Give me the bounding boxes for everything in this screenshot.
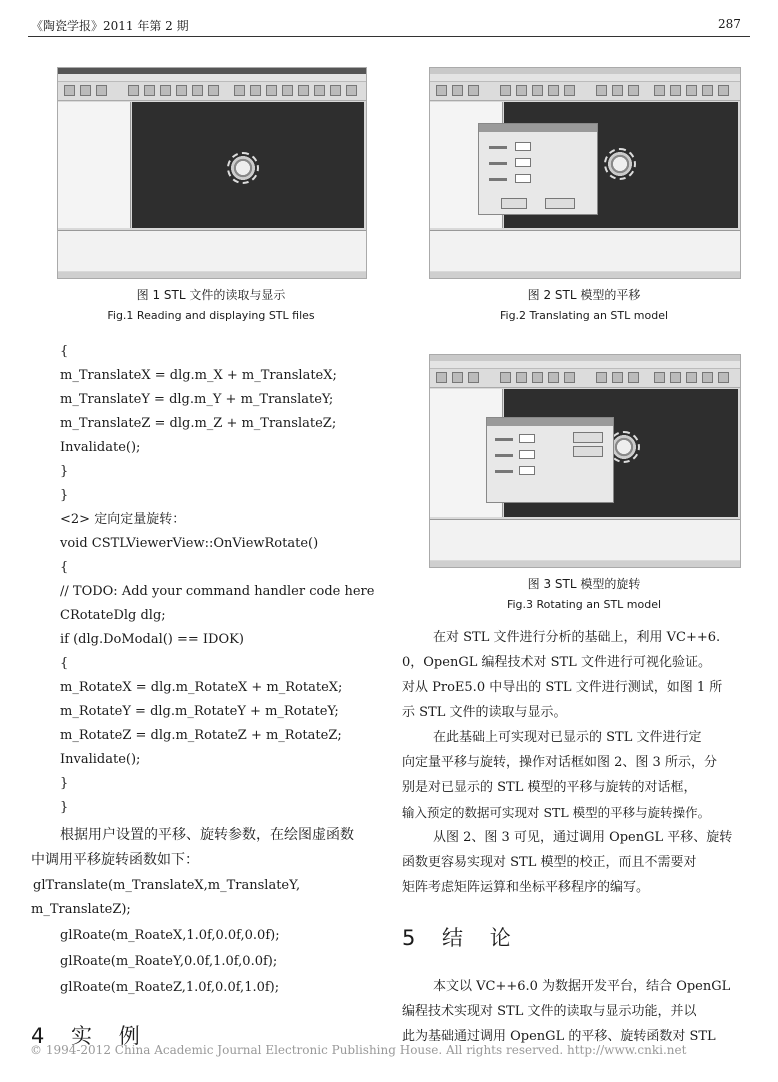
body-text: 输入预定的数据可实现对 STL 模型的平移与旋转操作。 (402, 805, 711, 820)
code-line: glRoate(m_RoateX,1.0f,0.0f,0.0f); (60, 928, 280, 943)
body-text: 对从 ProE5.0 中导出的 STL 文件进行测试，如图 1 所 (402, 680, 723, 695)
body-text: 0，OpenGL 编程技术对 STL 文件进行可视化验证。 (402, 655, 711, 670)
figure-1-caption-en: Fig.1 Reading and displaying STL files (107, 309, 315, 322)
code-line: { (60, 344, 69, 359)
code-line: glRoate(m_RoateY,0.0f,1.0f,0.0f); (60, 954, 278, 969)
running-header: 《陶瓷学报》2011 年第 2 期 (31, 19, 189, 33)
body-text: 函数更容易实现对 STL 模型的校正，而且不需要对 (402, 855, 697, 870)
body-text: 别是对已显示的 STL 模型的平移与旋转的对话框， (402, 780, 697, 795)
code-line: // TODO: Add your command handler code here (60, 584, 375, 599)
page-number: 287 (718, 17, 741, 31)
body-text: 根据用户设置的平移、旋转参数，在绘图虚函数 (60, 827, 354, 843)
body-text: 在对 STL 文件进行分析的基础上，利用 VC++6. (433, 630, 721, 645)
body-text: 从图 2、图 3 可见，通过调用 OpenGL 平移、旋转 (433, 830, 733, 845)
figure-2-screenshot (429, 67, 741, 279)
body-text: 本文以 VC++6.0 为数据开发平台，结合 OpenGL (433, 979, 731, 994)
code-line: } (60, 464, 69, 479)
code-line: m_TranslateZ); (31, 902, 131, 917)
code-line: Invalidate(); (60, 752, 141, 767)
code-line: CRotateDlg dlg; (60, 608, 166, 623)
body-text: 矩阵考虑矩阵运算和坐标平移程序的编写。 (402, 880, 650, 895)
code-line: <2> 定向定量旋转： (60, 512, 186, 527)
code-line: if (dlg.DoModal() == IDOK) (60, 632, 244, 647)
body-text: 此为基础通过调用 OpenGL 的平移、旋转函数对 STL (402, 1029, 716, 1044)
rotate-dialog (486, 417, 614, 503)
code-line: } (60, 800, 69, 815)
figure-2-caption-cn: 图 2 STL 模型的平移 (527, 288, 641, 302)
body-text: 向定量平移与旋转，操作对话框如图 2、图 3 所示，分 (402, 755, 717, 770)
code-line: Invalidate(); (60, 440, 141, 455)
figure-3-caption-cn: 图 3 STL 模型的旋转 (527, 577, 641, 591)
code-line: m_RotateY = dlg.m_RotateY + m_RotateY; (60, 704, 339, 719)
body-text: 在此基础上可实现对已显示的 STL 文件进行定 (433, 730, 702, 745)
code-line: void CSTLViewerView::OnViewRotate() (60, 536, 319, 551)
code-line: { (60, 560, 69, 575)
code-line: m_RotateX = dlg.m_RotateX + m_RotateX; (60, 680, 343, 695)
copyright-footer: © 1994-2012 China Academic Journal Electronic Publishing House. All rights reserved. http://www.cnki.net (30, 1043, 687, 1057)
body-text: 中调用平移旋转函数如下： (31, 852, 199, 868)
stl-model-icon (604, 148, 636, 180)
section-heading: 4 实 例 (31, 1024, 150, 1048)
code-line: m_TranslateZ = dlg.m_Z + m_TranslateZ; (60, 416, 337, 431)
body-text: 示 STL 文件的读取与显示。 (402, 705, 567, 720)
code-line: m_TranslateY = dlg.m_Y + m_TranslateY; (60, 392, 334, 407)
code-line: glTranslate(m_TranslateX,m_TranslateY, (33, 878, 301, 893)
stl-model-icon (227, 152, 259, 184)
body-text: 编程技术实现对 STL 文件的读取与显示功能，并以 (402, 1004, 697, 1019)
code-line: { (60, 656, 69, 671)
code-line: m_TranslateX = dlg.m_X + m_TranslateX; (60, 368, 337, 383)
code-line: m_RotateZ = dlg.m_RotateZ + m_RotateZ; (60, 728, 342, 743)
figure-1-screenshot (57, 67, 367, 279)
figure-3-screenshot (429, 354, 741, 568)
figure-2-caption-en: Fig.2 Translating an STL model (499, 309, 669, 322)
code-line: } (60, 776, 69, 791)
translate-dialog (478, 123, 598, 215)
header-rule (28, 36, 750, 37)
figure-1-caption-cn: 图 1 STL 文件的读取与显示 (136, 288, 286, 302)
figure-3-caption-en: Fig.3 Rotating an STL model (506, 598, 662, 611)
section-heading: 5 结 论 (402, 926, 521, 950)
code-line: glRoate(m_RoateZ,1.0f,0.0f,1.0f); (60, 980, 280, 995)
code-line: } (60, 488, 69, 503)
